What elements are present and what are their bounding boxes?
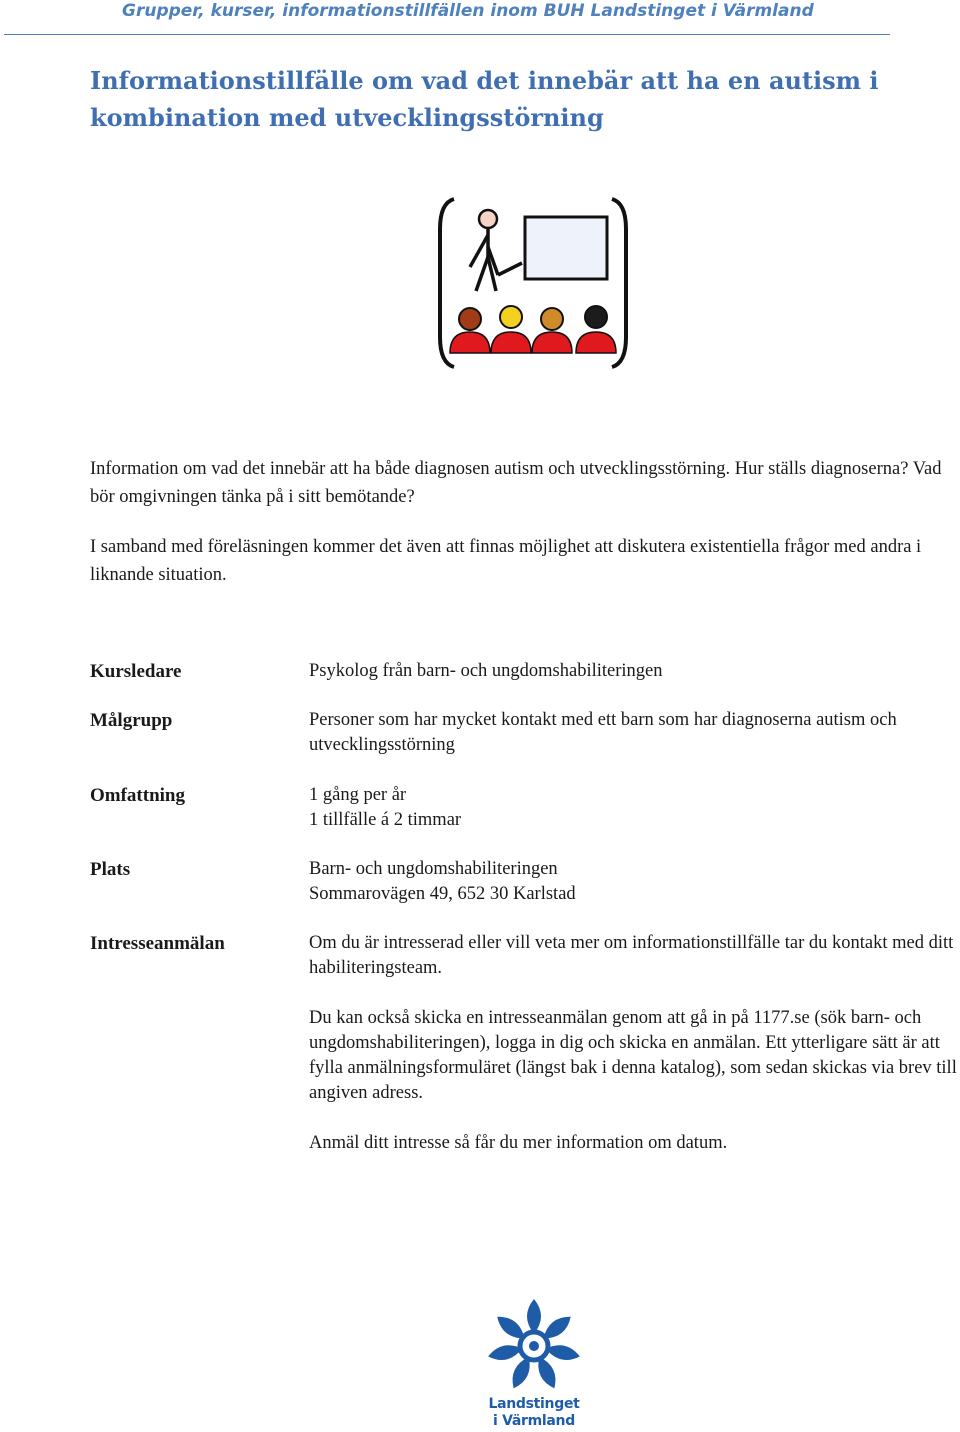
- value-kursledare: Psykolog från barn- och ungdomshabiliteringen: [309, 661, 663, 681]
- value-malgrupp: Personer som har mycket kontakt med ett barn som har diagnoserna autism och utvecklingsstörning: [309, 710, 897, 755]
- logo-text-line1: Landstinget: [488, 1396, 580, 1412]
- landstinget-logo: [482, 1296, 586, 1432]
- value-omfattning: 1 gång per år 1 tillfälle á 2 timmar: [309, 785, 462, 830]
- label-kursledare: Kursledare: [90, 661, 182, 682]
- label-malgrupp: Målgrupp: [90, 710, 173, 731]
- document-title: Informationstillfälle om vad det innebär att ha en autism i kombination med utvecklingsstörning: [90, 66, 879, 132]
- intro-paragraph: Information om vad det innebär att ha både diagnosen autism och utvecklingsstörning. Hur ställs diagnoserna? Vad bör omgivningen tänka på i sitt bemötande?: [90, 459, 942, 507]
- flower-logo-icon: [482, 1296, 586, 1396]
- header-rule: [4, 34, 890, 35]
- logo-text-line2: i Värmland: [493, 1413, 575, 1429]
- label-intresseanmalan: Intresseanmälan: [90, 933, 225, 954]
- intro-paragraph: I samband med föreläsningen kommer det även att finnas möjlighet att diskutera existentiella frågor med andra i liknande situation.: [90, 537, 922, 585]
- intro-text: [90, 455, 956, 589]
- value-plats: Barn- och ungdomshabiliteringen Sommarovägen 49, 652 30 Karlstad: [309, 859, 576, 904]
- value-intresseanmalan: Om du är intresserad eller vill veta mer om informationstillfälle tar du kontakt med ditt habiliteringsteam. Du kan också skicka en intresseanmälan genom att gå in på 1177.se (sök barn- och ungdomshabiliteringen), logga in dig och skicka en anmälan. Ett ytterligare sätt är att fylla anmälningsformuläret (längst bak i denna katalog), som sedan skickas via brev till angiven adress. Anmäl ditt intresse så får du mer information om datum.: [309, 933, 957, 1153]
- lecture-presentation-icon: [436, 195, 630, 371]
- label-omfattning: Omfattning: [90, 785, 185, 806]
- label-plats: Plats: [90, 859, 131, 880]
- running-header: Grupper, kurser, informationstillfällen inom BUH Landstinget i Värmland: [122, 1, 814, 21]
